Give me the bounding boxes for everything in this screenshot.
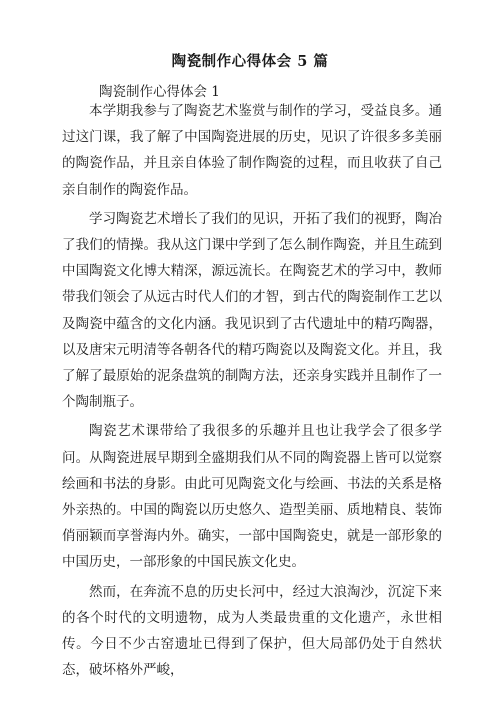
paragraph: 本学期我参与了陶瓷艺术鉴赏与制作的学习，受益良多。通过这门课，我了解了中国陶瓷进展的历史，见识了许很多多美丽的陶瓷作品，并且亲自体验了制作陶瓷的过程，而且收获了自己亲自制作的陶瓷作品。 [62, 103, 442, 198]
document-body [62, 98, 442, 686]
paragraph: 学习陶瓷艺术增长了我们的见识，开拓了我们的视野，陶冶了我们的情操。我从这门课中学到了怎么制作陶瓷，并且生疏到中国陶瓷文化博大精深，源远流长。在陶瓷艺术的学习中，教师带我们领会了从远古时代人们的才智，到古代的陶瓷制作工艺以及陶瓷中蕴含的文化内涵。我见识到了古代遗址中的精巧陶器，以及唐宋元明清等各朝各代的精巧陶瓷以及陶瓷文化。并且，我了解了最原始的泥条盘筑的制陶方法，还亲身实践并且制作了一个陶制瓶子。 [62, 210, 442, 411]
document-title: 陶瓷制作心得体会 5 篇 [171, 53, 329, 70]
paragraph: 然而，在奔流不息的历史长河中，经过大浪淘沙，沉淀下来的各个时代的文明遗物，成为人类最贵重的文化遗产，永世相传。今日不少古窑遗址已得到了保护，但大局部仍处于自然状态，破坏格外严峻， [62, 583, 442, 679]
section-subtitle: 陶瓷制作心得体会 1 [99, 84, 220, 100]
paragraph: 陶瓷艺术课带给了我很多的乐趣并且也让我学会了很多学问。从陶瓷进展早期到全盛期我们从不同的陶瓷器上皆可以觉察绘画和书法的身影。由此可见陶瓷文化与绘画、书法的关系是格外亲热的。中国的陶瓷以历史悠久、造型美丽、质地精良、装饰俏丽颖而享誉海内外。确实，一部中国陶瓷史，就是一部形象的中国历史，一部形象的中国民族文化史。 [62, 423, 442, 571]
